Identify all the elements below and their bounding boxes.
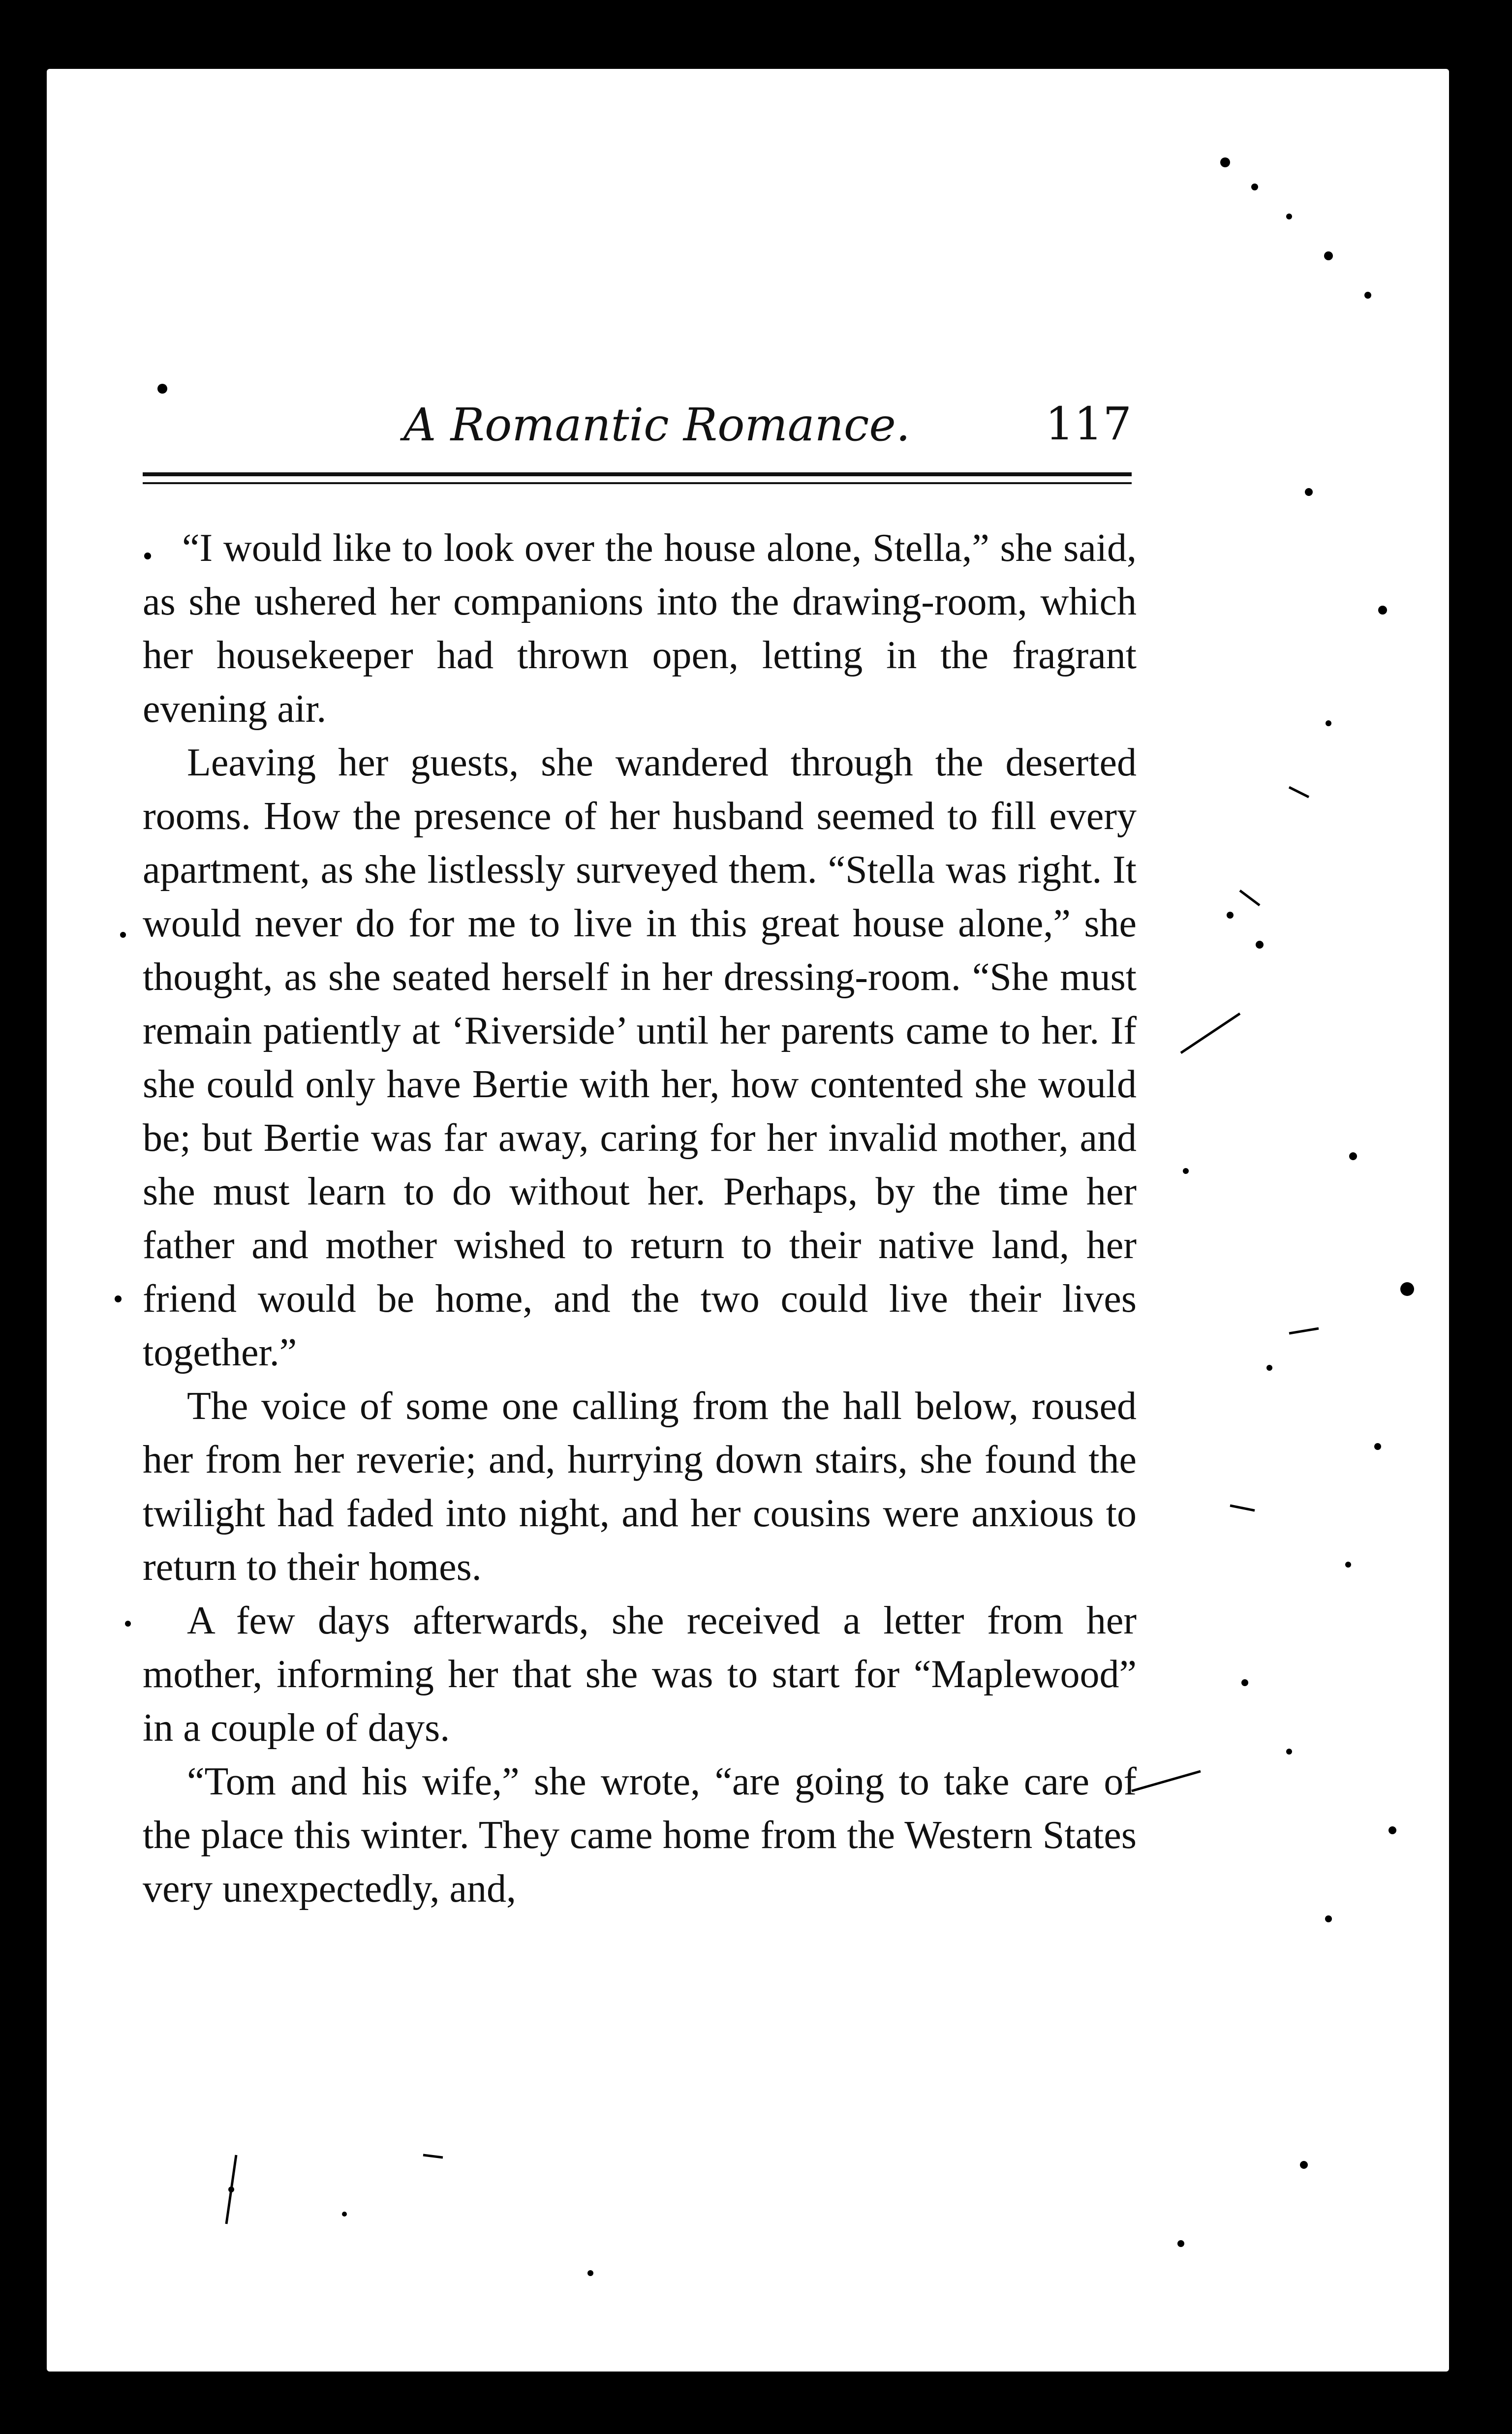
- body-text: [143, 522, 1137, 1916]
- paragraph: The voice of some one calling from the hall below, roused her from her reverie; and, hurrying down stairs, she found the twilight had faded into night, and her cousins were anxious to return to their homes.: [143, 1385, 1137, 1589]
- header-double-rule: [143, 472, 1132, 487]
- paragraph: “Tom and his wife,” she wrote, “are going to take care of the place this winter. They came home from the Western States very unexpectedly, and,: [143, 1760, 1137, 1910]
- running-head: [143, 389, 1132, 462]
- paragraph: Leaving her guests, she wandered through the deserted rooms. How the presence of her husband seemed to fill every apartment, as she listlessly surveyed them. “Stella was right. It would never do for me to live in this great house alone,” she thought, as she seated herself in her dressing-room. “She must remain patiently at ‘Riverside’ until her parents came to her. If she could only have Bertie with her, how contented she would be; but Bertie was far away, caring for her invalid mother, and she must learn to do without her. Perhaps, by the time her father and mother wished to return to their native land, her friend would be home, and the two could live their lives together.”: [143, 741, 1137, 1374]
- paragraph: “I would like to look over the house alone, Stella,” she said, as she ushered her companions into the drawing-room, which her housekeeper had thrown open, letting in the fragrant evening air.: [143, 526, 1137, 731]
- running-title: A Romantic Romance.: [403, 399, 911, 451]
- page-number: 117: [1045, 398, 1132, 450]
- paragraph: A few days afterwards, she received a letter from her mother, informing her that she was to start for “Maplewood” in a couple of days.: [143, 1599, 1137, 1750]
